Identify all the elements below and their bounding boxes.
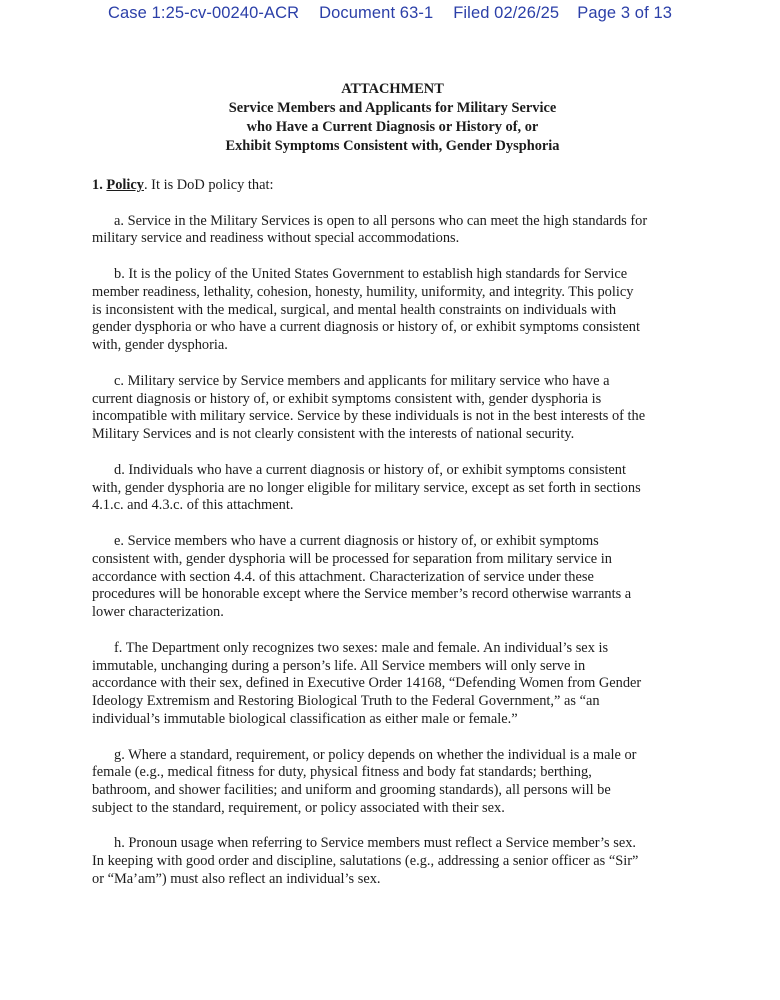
title-line-1: ATTACHMENT xyxy=(341,81,444,97)
paragraph-line: Military Services and is not clearly consistent with the interests of national security. xyxy=(92,426,575,443)
paragraph-line: In keeping with good order and discipline, salutations (e.g., addressing a senior officer as “Sir” xyxy=(92,853,639,870)
paragraph-line: bathroom, and shower facilities; and uniform and grooming standards), all persons will be xyxy=(92,782,611,799)
paragraph-h xyxy=(92,835,690,888)
paragraph-line: g. Where a standard, requirement, or policy depends on whether the individual is a male or xyxy=(114,746,637,763)
paragraph-b xyxy=(92,266,690,355)
title-line-3: who Have a Current Diagnosis or History of, or xyxy=(246,119,539,135)
paragraph-line: member readiness, lethality, cohesion, honesty, humility, uniformity, and integrity. This policy xyxy=(92,283,634,300)
paragraph-line: with, gender dysphoria are no longer eligible for military service, except as set forth in sections xyxy=(92,479,641,496)
paragraph-a xyxy=(92,213,690,249)
paragraph-line: Ideology Extremism and Restoring Biological Truth to the Federal Government,” as “an xyxy=(92,693,600,710)
paragraph-line: h. Pronoun usage when referring to Service members must reflect a Service member’s sex. xyxy=(114,835,637,852)
paragraph-line: accordance with section 4.4. of this attachment. Characterization of service under these xyxy=(92,568,594,585)
title-line-2: Service Members and Applicants for Military Service xyxy=(228,100,557,116)
document-number: Document 63-1 xyxy=(319,4,434,22)
section-intro: . It is DoD policy that: xyxy=(143,177,274,193)
paragraph-line: military service and readiness without special accommodations. xyxy=(92,230,460,247)
paragraph-line: gender dysphoria or who have a current diagnosis or history of, or exhibit symptoms consistent xyxy=(92,319,640,336)
attachment-title xyxy=(95,80,690,156)
paragraph-line: with, gender dysphoria. xyxy=(92,337,228,354)
page-number: Page 3 of 13 xyxy=(577,4,672,22)
paragraph-line: immutable, unchanging during a person’s life. All Service members will only serve in xyxy=(92,657,586,674)
paragraph-g xyxy=(92,747,690,818)
paragraph-line: or “Ma’am”) must also reflect an individual’s sex. xyxy=(92,871,381,888)
paragraph-line: consistent with, gender dysphoria will be processed for separation from military service in xyxy=(92,550,612,567)
section-heading-policy xyxy=(92,177,690,195)
paragraph-line: c. Military service by Service members and applicants for military service who have a xyxy=(114,372,610,389)
filed-date: Filed 02/26/25 xyxy=(453,4,560,22)
paragraph-line: subject to the standard, requirement, or policy associated with their sex. xyxy=(92,799,505,816)
paragraph-d xyxy=(92,462,690,515)
paragraph-line: current diagnosis or history of, or exhibit symptoms consistent with, gender dysphoria is xyxy=(92,390,602,407)
document-body xyxy=(92,80,690,889)
paragraph-line: accordance with their sex, defined in Executive Order 14168, “Defending Women from Gender xyxy=(92,675,642,692)
title-line-4: Exhibit Symptoms Consistent with, Gender Dysphoria xyxy=(225,138,560,154)
paragraph-line: is inconsistent with the medical, surgical, and mental health constraints on individuals with xyxy=(92,301,617,318)
paragraph-line: 4.1.c. and 4.3.c. of this attachment. xyxy=(92,497,294,514)
paragraph-line: procedures will be honorable except where the Service member’s record otherwise warrants a xyxy=(92,586,632,603)
court-filing-header xyxy=(0,4,780,23)
paragraph-c xyxy=(92,373,690,444)
paragraph-line: a. Service in the Military Services is open to all persons who can meet the high standards for xyxy=(114,212,648,229)
paragraph-line: f. The Department only recognizes two sexes: male and female. An individual’s sex is xyxy=(114,639,609,656)
paragraph-line: e. Service members who have a current diagnosis or history of, or exhibit symptoms xyxy=(114,532,599,549)
paragraph-line: individual’s immutable biological classification as either male or female.” xyxy=(92,710,518,727)
paragraph-line: lower characterization. xyxy=(92,604,224,621)
paragraph-line: b. It is the policy of the United States Government to establish high standards for Service xyxy=(114,265,628,282)
paragraph-f xyxy=(92,640,690,729)
paragraph-e xyxy=(92,533,690,622)
paragraph-line: incompatible with military service. Service by these individuals is not in the best interests of the xyxy=(92,408,646,425)
case-number: Case 1:25-cv-00240-ACR xyxy=(108,4,300,22)
paragraph-line: d. Individuals who have a current diagnosis or history of, or exhibit symptoms consistent xyxy=(114,461,626,478)
section-number: 1. xyxy=(92,177,103,193)
section-label: Policy xyxy=(106,177,144,193)
paragraph-line: female (e.g., medical fitness for duty, physical fitness and body fat standards; berthing, xyxy=(92,764,592,781)
